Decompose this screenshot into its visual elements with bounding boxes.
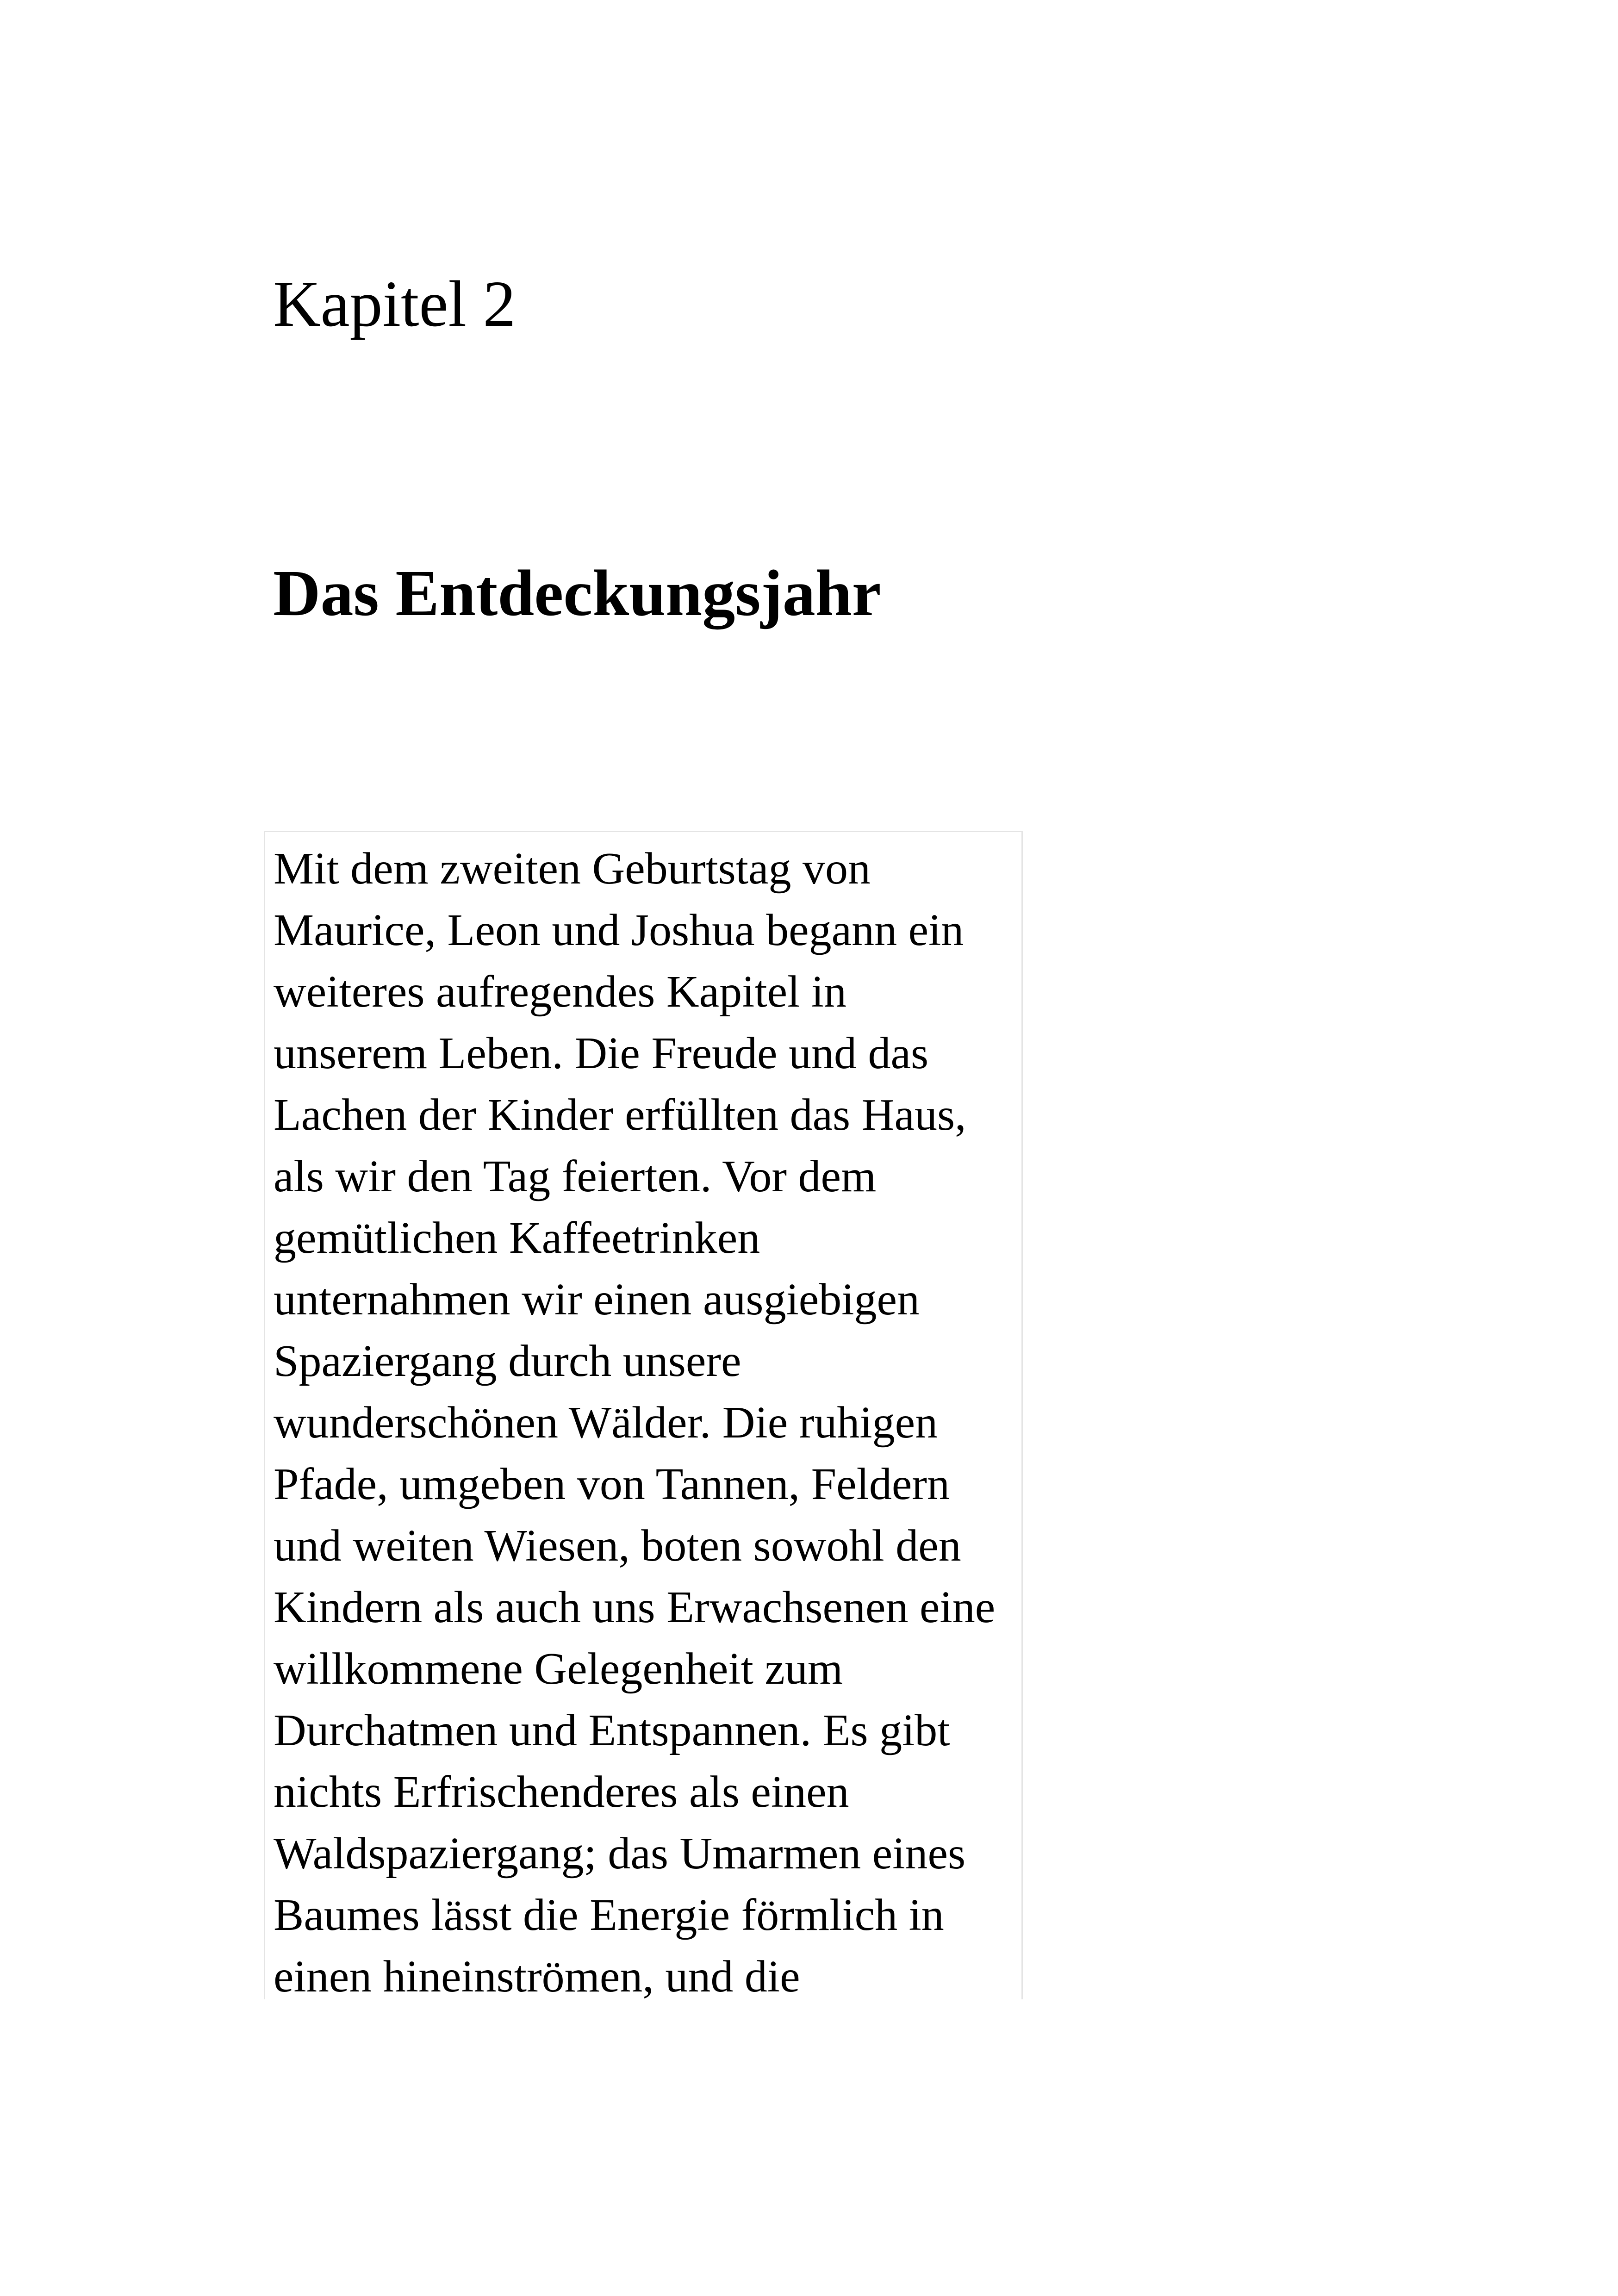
body-line: Lachen der Kinder erfüllten das Haus, (274, 1090, 966, 1140)
body-line: einen hineinströmen, und die (274, 1952, 800, 1999)
body-line: Baumes lässt die Energie förmlich in (274, 1890, 944, 1940)
body-line: Waldspaziergang; das Umarmen eines (274, 1829, 966, 1879)
body-line: Pfade, umgeben von Tannen, Feldern (274, 1459, 950, 1509)
body-line: wunderschönen Wälder. Die ruhigen (274, 1398, 938, 1448)
body-text-frame (264, 831, 1023, 1999)
body-line: Mit dem zweiten Geburtstag von (274, 844, 871, 894)
body-line: und weiten Wiesen, boten sowohl den (274, 1521, 961, 1571)
body-line: Kindern als auch uns Erwachsenen eine (274, 1582, 996, 1632)
body-line: Durchatmen und Entspannen. Es gibt (274, 1705, 950, 1755)
chapter-title: Das Entdeckungsjahr (273, 556, 881, 629)
chapter-label: Kapitel 2 (273, 267, 516, 340)
body-line: willkommene Gelegenheit zum (274, 1644, 843, 1694)
body-line: Spaziergang durch unsere (274, 1336, 741, 1386)
body-line: Maurice, Leon und Joshua begann ein (274, 905, 964, 955)
body-line: nichts Erfrischenderes als einen (274, 1767, 849, 1817)
body-line: unserem Leben. Die Freude und das (274, 1028, 929, 1078)
body-line: als wir den Tag feierten. Vor dem (274, 1151, 877, 1201)
body-line: weiteres aufregendes Kapitel in (274, 967, 847, 1017)
body-line: unternahmen wir einen ausgiebigen (274, 1275, 920, 1325)
body-line: gemütlichen Kaffeetrinken (274, 1213, 760, 1263)
